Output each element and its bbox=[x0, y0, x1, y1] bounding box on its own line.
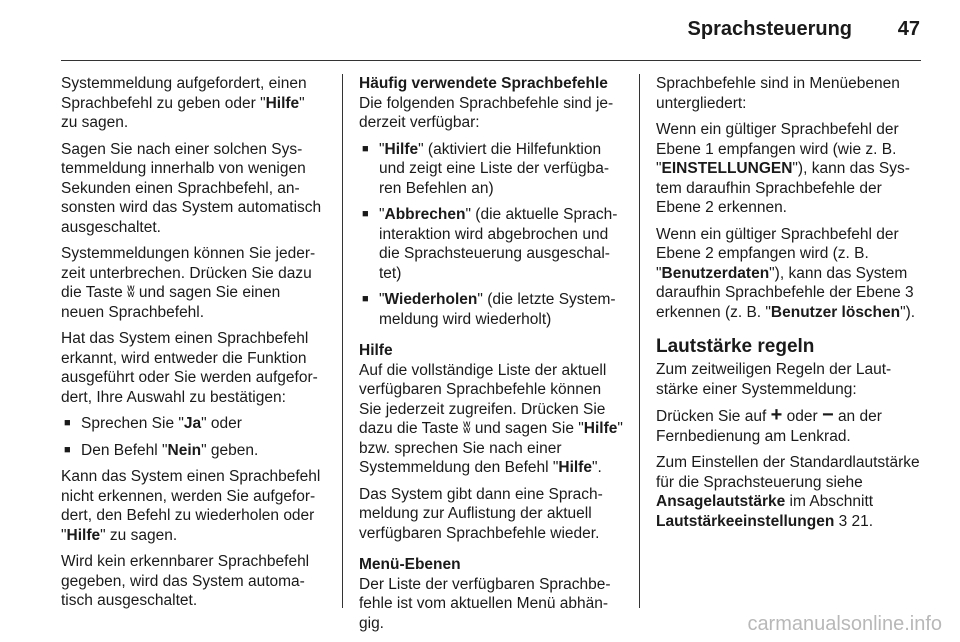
paragraph: Wenn ein gültiger Sprachbefehl der Ebene 1 empfangen wird (wie z. B. "EINSTELLUNGEN"), kann das System daraufhin Sprachbefehle der Ebene 2 erkennen. bbox=[656, 121, 910, 216]
list-item: ■ "Wiederholen" (die letzte Systemmeldung wird wiederholt) bbox=[359, 290, 624, 329]
paragraph: Zum zeitweiligen Regeln der Lautstärke einer Systemmeldung: bbox=[656, 361, 892, 398]
paragraph: Sprachbefehle sind in Menüebenen untergliedert: bbox=[656, 75, 900, 112]
subheading-menu-levels: Menü-Ebenen bbox=[359, 556, 461, 573]
header-title: Sprachsteuerung bbox=[687, 18, 852, 40]
paragraph: Wird kein erkennbarer Sprachbefehl gegeben, wird das System automatisch ausgeschaltet. bbox=[61, 553, 310, 609]
watermark: carmanualsonline.info bbox=[747, 613, 942, 635]
subheading-help: Hilfe bbox=[359, 342, 393, 359]
paragraph: Die folgenden Sprachbefehle sind jederzeit verfügbar: bbox=[359, 94, 614, 131]
voice-button-icon: ʬ bbox=[127, 284, 135, 301]
paragraph: Wenn ein gültiger Sprachbefehl der Ebene 2 empfangen wird (z. B. "Benutzerdaten"), kann das System daraufhin Sprachbefehle der Ebene 3 erkennen (z. B. "Benutzer löschen"). bbox=[656, 225, 916, 321]
paragraph: Sagen Sie nach einer solchen Systemmeldung innerhalb von wenigen Sekunden einen Sprachbefehl, ansonsten wird das System automatisch ausgeschaltet. bbox=[61, 140, 322, 236]
paragraph: Kann das System einen Sprachbefehl nicht erkennen, werden Sie aufgefordert, den Befehl zu wiederholen oder "Hilfe" zu sagen. bbox=[61, 468, 321, 544]
column-divider-1 bbox=[342, 74, 343, 608]
paragraph: Systemmeldungen können Sie jederzeit unterbrechen. Drücken Sie dazu die Taste ʬ und sagen Sie einen neuen Sprachbefehl. bbox=[61, 245, 316, 321]
list-item: ■ Sprechen Sie "Ja" oder bbox=[61, 414, 325, 434]
paragraph: Drücken Sie auf + oder − an der Fernbedienung am Lenkrad. bbox=[656, 404, 882, 445]
plus-icon: + bbox=[770, 404, 783, 426]
list-item: ■ "Abbrechen" (die aktuelle Sprachinteraktion wird abgebrochen und die Sprachsteuerung ausgeschaltet) bbox=[359, 205, 624, 283]
paragraph: Systemmeldung aufgefordert, einen Sprachbefehl zu geben oder "Hilfe" zu sagen. bbox=[61, 75, 307, 131]
paragraph: Auf die vollständige Liste der aktuell verfügbaren Sprachbefehle können Sie jederzeit zugreifen. Drücken Sie dazu die Taste ʬ und sagen Sie "Hilfe" bzw. sprechen Sie nach einer Systemmeldung den Befehl "Hilfe". bbox=[359, 361, 623, 476]
page-reference-icon: 3 bbox=[838, 512, 848, 530]
paragraph: Das System gibt dann eine Sprachmeldung zur Auflistung der aktuell verfügbaren Sprachbefehle wieder. bbox=[359, 485, 603, 542]
paragraph: Zum Einstellen der Standardlautstärke für die Sprachsteuerung siehe Ansagelautstärke im Abschnitt Lautstärkeeinstellungen 3 21. bbox=[656, 454, 920, 530]
header-rule bbox=[61, 60, 921, 61]
paragraph: Der Liste der verfügbaren Sprachbefehle ist vom aktuellen Menü abhängig. bbox=[359, 575, 611, 632]
column-2 bbox=[359, 74, 624, 640]
list-item: ■ Den Befehl "Nein" geben. bbox=[61, 441, 325, 461]
subheading-common-commands: Häufig verwendete Sprachbefehle bbox=[359, 75, 608, 92]
column-divider-2 bbox=[639, 74, 640, 608]
column-1 bbox=[61, 74, 325, 618]
paragraph: Hat das System einen Sprachbefehl erkannt, wird entweder die Funktion ausgeführt oder Sie werden aufgefordert, Ihre Auswahl zu bestätigen: bbox=[61, 330, 318, 406]
column-3 bbox=[656, 74, 923, 538]
voice-button-icon: ʬ bbox=[463, 420, 471, 437]
page-number: 47 bbox=[897, 18, 920, 40]
list-item: ■ "Hilfe" (aktiviert die Hilfefunktion und zeigt eine Liste der verfügbaren Befehlen an) bbox=[359, 140, 624, 199]
minus-icon: − bbox=[821, 404, 834, 426]
section-heading-volume: Lautstärke regeln bbox=[656, 336, 815, 357]
